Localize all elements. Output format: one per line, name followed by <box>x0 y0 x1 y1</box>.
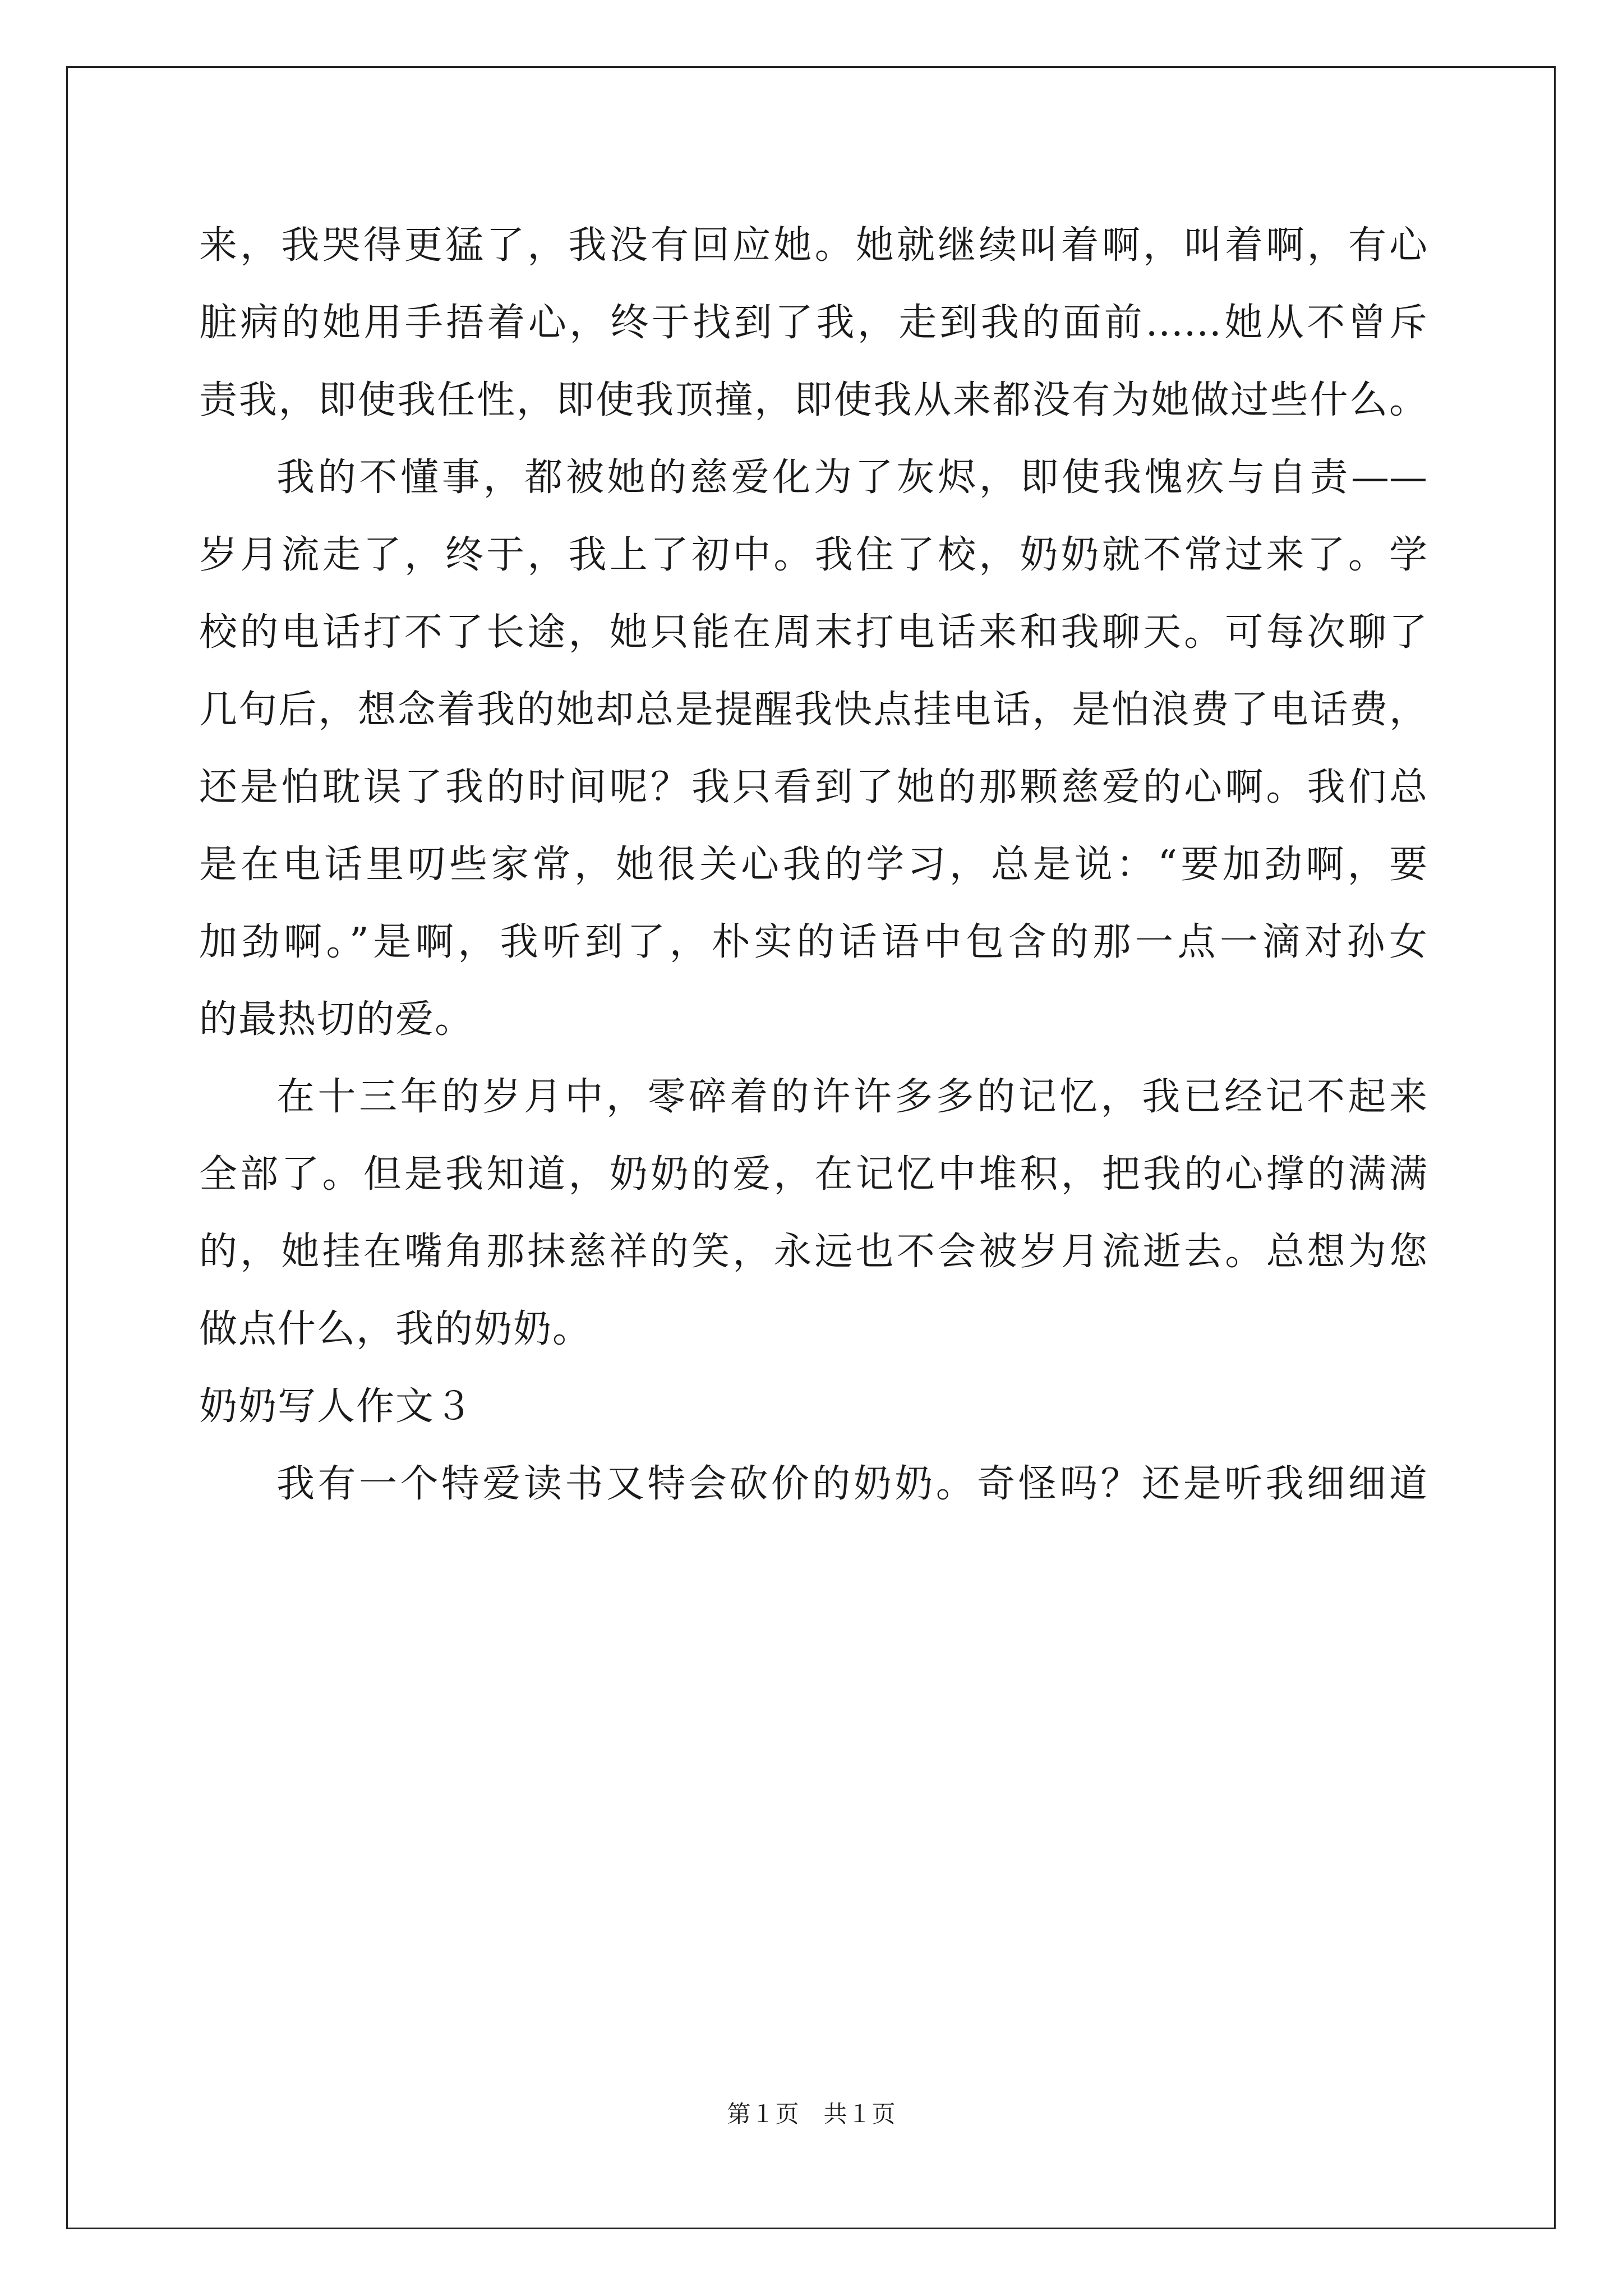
text-line-17: 我有一个特爱读书又特会砍价的奶奶。奇怪吗？还是听我细细道 <box>276 1462 1427 1506</box>
text-line-3: 责我，即使我任性，即使我顶撞，即使我从来都没有为她做过些什么。 <box>199 378 1427 422</box>
text-line-8: 还是怕耽误了我的时间呢？我只看到了她的那颗慈爱的心啊。我们总 <box>199 765 1427 809</box>
text-line-12: 在十三年的岁月中，零碎着的许许多多的记忆，我已经记不起来 <box>276 1075 1427 1119</box>
text-line-11: 的最热切的爱。 <box>199 997 474 1042</box>
text-line-14: 的，她挂在嘴角那抹慈祥的笑，永远也不会被岁月流逝去。总想为您 <box>199 1230 1427 1274</box>
text-line-4: 我的不懂事，都被她的慈爱化为了灰烬，即使我愧疚与自责—— <box>276 455 1427 500</box>
text-line-1: 来，我哭得更猛了，我没有回应她。她就继续叫着啊，叫着啊，有心 <box>199 223 1427 268</box>
text-line-13: 全部了。但是我知道，奶奶的爱，在记忆中堆积，把我的心撑的满满 <box>199 1152 1427 1197</box>
text-line-6: 校的电话打不了长途，她只能在周末打电话来和我聊天。可每次聊了 <box>199 610 1427 655</box>
text-line-5: 岁月流走了，终于，我上了初中。我住了校，奶奶就不常过来了。学 <box>199 533 1427 577</box>
text-line-2: 脏病的她用手捂着心，终于找到了我，走到我的面前……她从不曾斥 <box>199 301 1427 345</box>
page-footer: 第１页 共１页 <box>727 2100 896 2128</box>
text-line-7: 几句后，想念着我的她却总是提醒我快点挂电话，是怕浪费了电话费， <box>199 688 1427 732</box>
text-line-15: 做点什么，我的奶奶。 <box>199 1307 592 1351</box>
text-line-10: 加劲啊。”是啊，我听到了，朴实的话语中包含的那一点一滴对孙女 <box>199 920 1427 964</box>
text-line-9: 是在电话里叨些家常，她很关心我的学习，总是说：“要加劲啊，要 <box>199 843 1427 887</box>
section-title: 奶奶写人作文３ <box>199 1384 474 1429</box>
